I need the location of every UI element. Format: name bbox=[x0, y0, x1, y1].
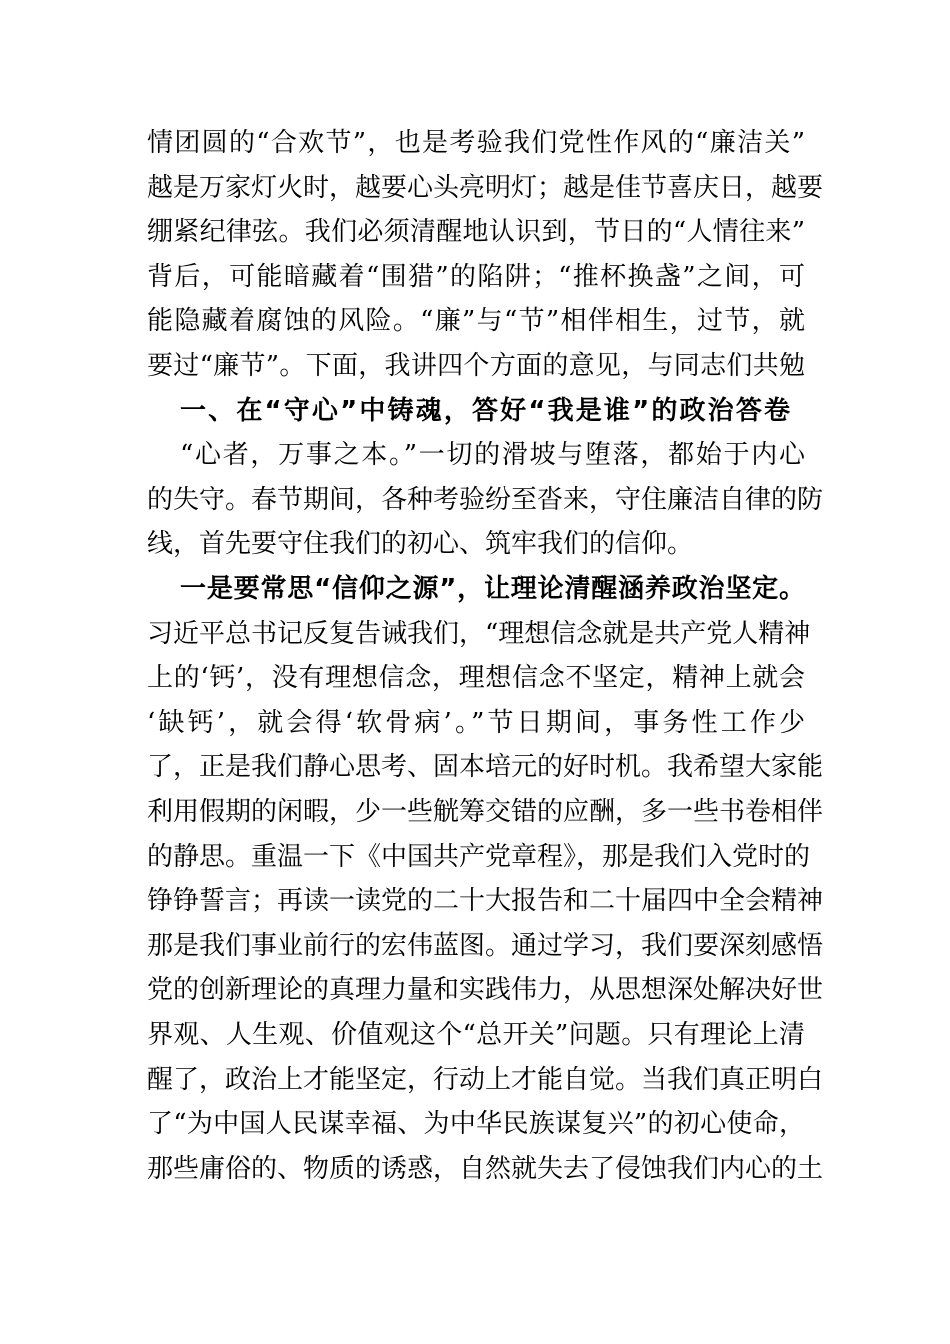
paragraph-line: 党的创新理论的真理力量和实践伟力，从思想深处解决好世 bbox=[147, 975, 824, 1006]
paragraph-line: 利用假期的闲暇，少一些觥筹交错的应酬，多一些书卷相伴 bbox=[147, 797, 824, 827]
paragraph-line: 背后，可能暗藏着“围猎”的陷阱；“推杯换盏”之间，可 bbox=[147, 261, 805, 292]
paragraph-line: 情团圆的“合欢节”，也是考验我们党性作风的“廉洁关” bbox=[147, 128, 805, 158]
paragraph-line: 界观、人生观、价值观这个“总开关”问题。只有理论上清 bbox=[147, 1020, 805, 1050]
paragraph-line: “心者，万事之本。”一切的滑坡与堕落，都始于内心 bbox=[180, 440, 805, 471]
paragraph-line: 绷紧纪律弦。我们必须清醒地认识到，节日的“人情往来” bbox=[147, 217, 805, 248]
section-heading: 一、在“守心”中铸魂，答好“我是谁”的政治答卷 bbox=[180, 395, 790, 426]
paragraph-line: 醒了，政治上才能坚定，行动上才能自觉。当我们真正明白 bbox=[147, 1064, 824, 1095]
subsection-heading: 一是要常思“信仰之源”，让理论清醒涵养政治坚定。 bbox=[180, 574, 805, 604]
paragraph-line: ‘缺钙’，就会得‘软骨病’。”节日期间，事务性工作少 bbox=[147, 707, 805, 738]
paragraph-line: 越是万家灯火时，越要心头亮明灯；越是佳节喜庆日，越要 bbox=[147, 172, 824, 203]
paragraph-line: 线，首先要守住我们的初心、筑牢我们的信仰。 bbox=[147, 529, 694, 560]
paragraph-line: 了“为中国人民谋幸福、为中华民族谋复兴”的初心使命， bbox=[147, 1109, 805, 1140]
paragraph-line: 上的‘钙’，没有理想信念，理想信念不坚定，精神上就会 bbox=[147, 663, 805, 694]
paragraph-line: 那是我们事业前行的宏伟蓝图。通过学习，我们要深刻感悟 bbox=[147, 930, 824, 961]
paragraph-line: 要过“廉节”。下面，我讲四个方面的意见，与同志们共勉 bbox=[147, 351, 805, 381]
paragraph-line: 的失守。春节期间，各种考验纷至沓来，守住廉洁自律的防 bbox=[147, 484, 824, 515]
paragraph-line: 的静思。重温一下《中国共产党章程》，那是我们入党时的 bbox=[147, 841, 811, 872]
paragraph-line: 习近平总书记反复告诫我们，“理想信念就是共产党人精神 bbox=[147, 618, 811, 649]
paragraph-line: 了，正是我们静心思考、固本培元的好时机。我希望大家能 bbox=[147, 752, 824, 783]
paragraph-line: 铮铮誓言；再读一读党的二十大报告和二十届四中全会精神 bbox=[147, 886, 824, 917]
paragraph-line: 那些庸俗的、物质的诱惑，自然就失去了侵蚀我们内心的土 bbox=[147, 1153, 824, 1184]
paragraph-line: 能隐藏着腐蚀的风险。“廉”与“节”相伴相生，过节，就 bbox=[147, 306, 805, 337]
